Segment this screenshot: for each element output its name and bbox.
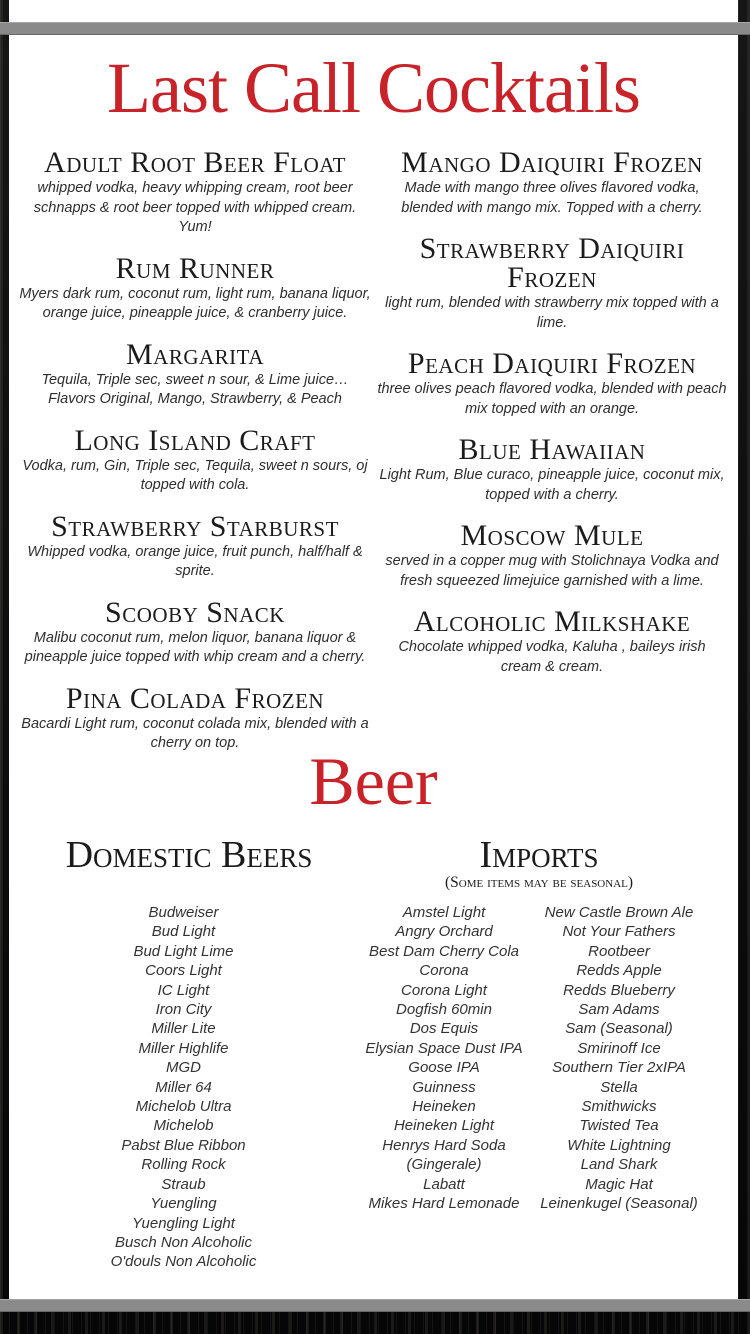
beer-list-item: Smirinoff Ice xyxy=(577,1039,661,1057)
cocktail-description: Myers dark rum, coconut rum, light rum, banana liquor, orange juice, pineapple juice, & cranberry juice. xyxy=(19,285,371,321)
beer-list-item: Heineken xyxy=(412,1098,476,1116)
cocktail-name: Peach Daiquiri Frozen xyxy=(407,347,697,380)
cocktail-description: Chocolate whipped vodka, Kaluha , baileys irish cream & cream. xyxy=(398,639,706,675)
cocktail-name: Strawberry Starburst xyxy=(51,509,339,543)
beer-list-item: Corona xyxy=(419,962,469,980)
cocktail-description: Whipped vodka, orange juice, fruit punch, half/half & sprite. xyxy=(27,543,363,579)
menu-title: Last Call Cocktails xyxy=(107,48,640,128)
beer-section-title: Beer xyxy=(309,743,438,819)
cocktail-item xyxy=(377,521,727,591)
beer-list-item: Michelob xyxy=(153,1117,214,1135)
beer-list-item: Coors Light xyxy=(145,962,222,980)
cocktail-description: served in a copper mug with Stolichnaya Vodka and fresh squeezed limejuice garnished with a lime. xyxy=(385,553,719,589)
cocktail-name: Mango Daiquiri Frozen xyxy=(401,146,703,179)
cocktail-name: Pina Colada Frozen xyxy=(65,681,325,715)
beer-list-item: Elysian Space Dust IPA xyxy=(365,1039,523,1057)
cocktail-item xyxy=(377,148,727,218)
beer-list-item: IC Light xyxy=(157,981,210,999)
cocktail-item xyxy=(19,423,371,496)
imports-beer-list-2 xyxy=(524,903,714,1214)
beer-list-item: Michelob Ultra xyxy=(135,1098,232,1116)
cocktail-item xyxy=(19,337,371,410)
cocktail-name: Strawberry Daiquiri Frozen xyxy=(419,232,685,294)
beer-list-item: Pabst Blue Ribbon xyxy=(121,1136,246,1154)
beer-list-item: Bud Light xyxy=(151,923,216,941)
beer-list-item: Yuengling xyxy=(150,1195,217,1213)
beer-list-item: Miller Highlife xyxy=(138,1039,229,1057)
cocktail-name: Long Island Craft xyxy=(74,423,316,457)
cocktail-description: three olives peach flavored vodka, blended with peach mix topped with an orange. xyxy=(377,381,727,417)
cocktail-item xyxy=(19,148,371,238)
beer-list-item: Not Your Fathers xyxy=(562,923,676,941)
cocktail-item xyxy=(19,595,371,668)
domestic-beers-heading: Domestic Beers xyxy=(65,834,313,876)
beer-list-item: Labatt xyxy=(423,1175,465,1193)
cocktail-name: Adult Root Beer Float xyxy=(44,146,346,179)
beer-list-item: Best Dam Cherry Cola xyxy=(368,942,520,960)
beer-list-item: Dos Equis xyxy=(409,1020,479,1038)
menu-page xyxy=(9,0,738,1299)
cocktail-name: Rum Runner xyxy=(115,251,275,285)
beer-list-item: Henrys Hard Soda xyxy=(382,1136,506,1154)
beer-list-item: Smithwicks xyxy=(581,1098,657,1116)
beer-list-item: Busch Non Alcoholic xyxy=(114,1233,252,1251)
beer-list-item: Amstel Light xyxy=(402,904,486,921)
bottom-gray-bar xyxy=(0,1299,750,1312)
beer-list-item: Straub xyxy=(161,1175,206,1193)
beer-list-item: White Lightning xyxy=(567,1136,671,1154)
beer-list-item: Land Shark xyxy=(580,1156,658,1174)
cocktail-description: Vodka, rum, Gin, Triple sec, Tequila, sweet n sours, oj topped with cola. xyxy=(22,457,368,493)
cocktail-item xyxy=(19,251,371,324)
beer-list-item: Angry Orchard xyxy=(395,923,493,941)
cocktail-description: whipped vodka, heavy whipping cream, root beer schnapps & root beer topped with whipped cream. Yum! xyxy=(33,180,357,235)
beer-list-item: Heineken Light xyxy=(393,1117,495,1135)
beer-list-item: Leinenkugel (Seasonal) xyxy=(540,1195,698,1213)
top-gray-bar xyxy=(0,22,750,35)
beer-list-item: Sam Adams xyxy=(578,1001,660,1019)
beer-list-item: Goose IPA xyxy=(408,1059,480,1077)
cocktail-name: Blue Hawaiian xyxy=(458,433,646,466)
beer-list-item: Stella xyxy=(600,1078,638,1096)
cocktail-item xyxy=(377,234,727,333)
beer-list-item: Miller 64 xyxy=(155,1078,212,1096)
beer-list-item: New Castle Brown Ale xyxy=(544,904,694,921)
beer-list-item: Rootbeer xyxy=(588,942,650,960)
beer-list-item: Redds Apple xyxy=(576,962,662,980)
beer-list-item: Mikes Hard Lemonade xyxy=(368,1195,520,1213)
cocktails-right-column xyxy=(377,148,727,693)
cocktail-description: Bacardi Light rum, coconut colada mix, blended with a cherry on top. xyxy=(21,715,369,751)
cocktails-left-column xyxy=(19,148,371,770)
beer-list-item: Twisted Tea xyxy=(579,1117,659,1135)
cocktail-description: Made with mango three olives flavored vodka, blended with mango mix. Topped with a cherry. xyxy=(401,180,703,216)
beer-list-item: Guinness xyxy=(412,1078,476,1096)
beer-list-item: Iron City xyxy=(155,1001,212,1019)
beer-list-item: Budweiser xyxy=(148,904,219,921)
beer-list-item: Corona Light xyxy=(401,981,487,999)
beer-list-item: Miller Lite xyxy=(151,1020,216,1038)
cocktail-item xyxy=(377,349,727,419)
seasonal-note: (Some items may be seasonal) xyxy=(444,874,634,891)
beer-list-item: Redds Blueberry xyxy=(563,981,675,999)
imports-heading: Imports xyxy=(479,834,599,876)
beer-list-item: O'douls Non Alcoholic xyxy=(110,1253,257,1271)
cocktail-description: Tequila, Triple sec, sweet n sour, & Lime juice…Flavors Original, Mango, Strawberry, & Peach xyxy=(41,371,349,407)
cocktail-item xyxy=(377,607,727,677)
beer-list-item: Yuengling Light xyxy=(132,1214,235,1232)
cocktail-description: Light Rum, Blue curaco, pineapple juice, coconut mix, topped with a cherry. xyxy=(379,467,725,503)
beer-list-item: Bud Light Lime xyxy=(133,942,234,960)
cocktail-name: Moscow Mule xyxy=(460,519,644,552)
beer-list-item: Southern Tier 2xIPA xyxy=(552,1059,686,1077)
cocktail-name: Scooby Snack xyxy=(105,595,285,629)
beer-list-item: (Gingerale) xyxy=(406,1156,482,1174)
cocktail-name: Alcoholic Milkshake xyxy=(413,605,691,638)
cocktail-item xyxy=(19,509,371,582)
cocktail-description: light rum, blended with strawberry mix topped with a lime. xyxy=(385,295,719,331)
beer-list-item: Rolling Rock xyxy=(141,1156,226,1174)
beer-list-item: Magic Hat xyxy=(585,1175,653,1193)
domestic-beer-list xyxy=(31,903,336,1272)
beer-list-item: Sam (Seasonal) xyxy=(565,1020,673,1038)
cocktail-description: Malibu coconut rum, melon liquor, banana liquor & pineapple juice topped with whip cream and a cherry. xyxy=(24,629,366,665)
cocktail-name: Margarita xyxy=(126,337,264,371)
beer-list-item: MGD xyxy=(166,1059,201,1077)
beer-list-item: Dogfish 60min xyxy=(396,1001,492,1019)
cocktail-item xyxy=(377,435,727,505)
